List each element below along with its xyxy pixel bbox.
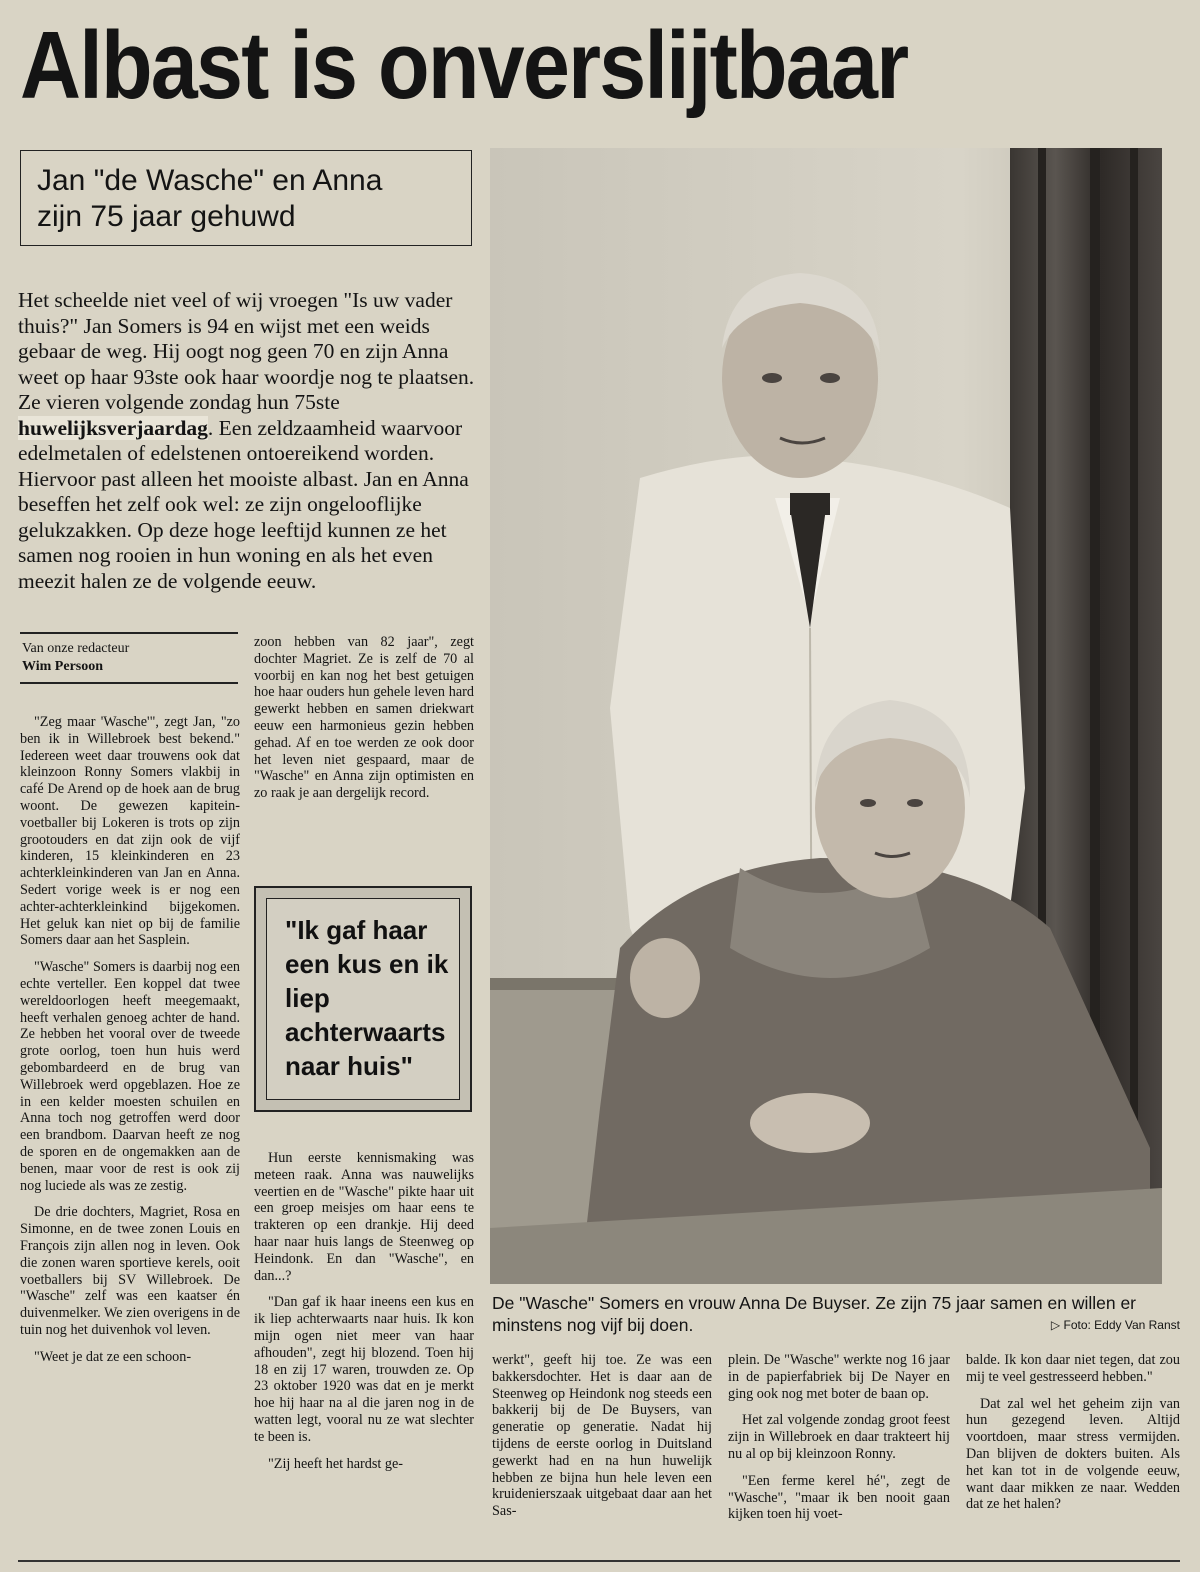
column-5-paragraph-2: Dat zal wel het geheim zijn van hun gezegend leven. Altijd voortdoen, maar stress vermijden. Dan blijven de dokters buiten. Als het kan tot in de volgende eeuw, want daar mikken ze naar. Wedden dat ze het halen? [966, 1395, 1180, 1513]
pull-quote-box [254, 886, 472, 1112]
column-5-paragraph-1: balde. Ik kon daar niet tegen, dat zou mij te veel gestresseerd hebben." [966, 1352, 1180, 1385]
headline: Albast is onverslijtbaar [20, 12, 908, 119]
lead-highlight: huwelijksverjaardag [18, 415, 208, 440]
column-2-paragraph-4: "Zij heeft het hardst ge- [268, 1455, 404, 1472]
byline-author: Wim Persoon [22, 659, 104, 674]
article-column-2-top [254, 634, 474, 812]
subheadline-line-2: zijn 75 jaar gehuwd [37, 200, 296, 233]
column-2-paragraph-2: Hun eerste kennismaking was meteen raak. Anna was nauwelijks veertien en de "Wasche" pikte haar uit een groep meisjes om haar eens te trakteren op een drankje. Hij deed haar naar huis langs de Steenweg op Heindonk. En dan "Wasche", en dan...? [254, 1150, 474, 1284]
lead-paragraph [18, 288, 486, 594]
column-4-paragraph-2: Het zal volgende zondag groot feest zijn in Willebroek en daar trakteert hij nu al op bij kleinzoon Ronny. [728, 1412, 950, 1462]
photo-credit: ▷ Foto: Eddy Van Ranst [1050, 1318, 1180, 1332]
photo-caption: De "Wasche" Somers en vrouw Anna De Buyser. Ze zijn 75 jaar samen en willen er minstens nog vijf bij doen. [492, 1293, 1137, 1335]
article-column-2-bottom [254, 1150, 474, 1482]
column-1-paragraph-1: "Zeg maar 'Wasche'", zegt Jan, "zo ben ik in Willebroek best bekend." Iedereen weet daar trouwens ook dat kleinzoon Ronny Somers vlakbij in café De Arend op de hoek aan de brug woont. De gewezen kapitein-voetballer bij Lokeren is trots op zijn grootouders en dat zijn ook de vijf kinderen, 15 kleinkinderen en 23 achterkleinkinderen van Jan en Anna. Sedert vorige week is er nog een achter-achterkleinkind bijgekomen. Het geluk kan niet op bij de familie Somers daar aan het Sasplein. [20, 714, 240, 949]
lead-text-after: . Een zeldzaamheid waarvoor edelmetalen of edelstenen ontoereikend worden. Hiervoor past alleen het mooiste albast. Jan en Anna beseffen het zelf ook wel: ze zijn ongelooflijke gelukzakken. Op deze hoge leeftijd kunnen ze het samen nog rooien in hun woning en als het even meezit halen ze de volgende eeuw. [18, 415, 469, 593]
byline [20, 632, 238, 684]
lead-text-before: Het scheelde niet veel of wij vroegen "Is uw vader thuis?" Jan Somers is 94 en wijst met een weids gebaar de weg. Hij oogt nog geen 70 en zijn Anna weet op haar 93ste ook haar woordje nog te plaatsen. Ze vieren volgende zondag hun 75ste [18, 288, 475, 414]
couple-photo-illustration [490, 148, 1162, 1284]
column-1-paragraph-4: "Weet je dat ze een schoon- [34, 1348, 192, 1365]
bottom-rule [18, 1560, 1180, 1562]
article-column-4 [728, 1352, 950, 1533]
couple-photo [490, 148, 1162, 1284]
subheadline-box [20, 150, 472, 246]
column-2-paragraph-1: zoon hebben van 82 jaar", zegt dochter Magriet. Ze is zelf de 70 al voorbij en kan nog het best getuigen hoe haar ouders hun gehele leven hard gewerkt hebben en samen driekwart eeuw een harmonieus gezin hebben gehad. Af en toe werden ze ook door het leven niet gespaard, maar de "Wasche" en Anna zijn optimisten en zo raak je aan dergelijk record. [254, 634, 474, 802]
article-column-5 [966, 1352, 1180, 1523]
byline-label: Van onze redacteur [22, 641, 130, 656]
column-4-paragraph-1: plein. De "Wasche" werkte nog 16 jaar in de papierfabriek bij De Nayer en ging ook nog met boter de baan op. [728, 1352, 950, 1402]
article-column-3 [492, 1352, 712, 1530]
column-4-paragraph-3: "Een ferme kerel hé", zegt de "Wasche", "maar ik ben nooit gaan kijken toen hij voet- [728, 1472, 950, 1523]
column-1-paragraph-2: "Wasche" Somers is daarbij nog een echte verteller. Een koppel dat twee wereldoorlogen heeft meegemaakt, heeft verhalen genoeg achter de hand. Ze hebben het vooral over de tweede grote oorlog, toen hun huis werd gebombardeerd en de brug van Willebroek werd opgeblazen. Hoe ze in een kelder moesten schuilen en Anna toch nog getroffen werd door een brandbom. Daarvan heeft ze nog de sporen en de ongemakken aan de benen, maar voor de rest is ook zij nog luciede als was ze zestig. [20, 959, 240, 1194]
column-1-paragraph-3: De drie dochters, Magriet, Rosa en Simonne, en de twee zonen Louis en François zijn allen nog in leven. Ook die zonen waren sportieve kerels, ooit voetballers bij SV Willebroek. De "Wasche" zelf was een kaatser én duivenmelker. We zien overigens in de tuin nog het duivenhok vol leven. [20, 1204, 241, 1338]
column-2-paragraph-3: "Dan gaf ik haar ineens een kus en ik liep achterwaarts naar huis. Ik kon mijn ogen niet meer van haar afhouden", zegt hij blozend. Toen hij 18 en zij 17 waren, trouwden ze. Op 23 oktober 1920 was dat en je merkt hoe hij haar na al die jaren nog in de watten legt, vooral nu ze wat slechter te been is. [254, 1294, 474, 1445]
column-3-paragraph-1: werkt", geeft hij toe. Ze was een bakkersdochter. Het is daar aan de Steenweg op Heindonk nog steeds een bakkerij bij de De Buysers, van generatie op generatie. Nadat hij tijdens de eerste oorlog in Duitsland gewerkt had en na hun huwelijk hebben ze bijna hun hele leven een kruidenierszaak uitgebaat daar aan het Sas- [492, 1352, 712, 1520]
pull-quote: "Ik gaf haar een kus en ik liep achterwaarts naar huis" [266, 898, 460, 1100]
subheadline-line-1: Jan "de Wasche" en Anna [37, 164, 383, 197]
article-column-1 [20, 714, 240, 1375]
